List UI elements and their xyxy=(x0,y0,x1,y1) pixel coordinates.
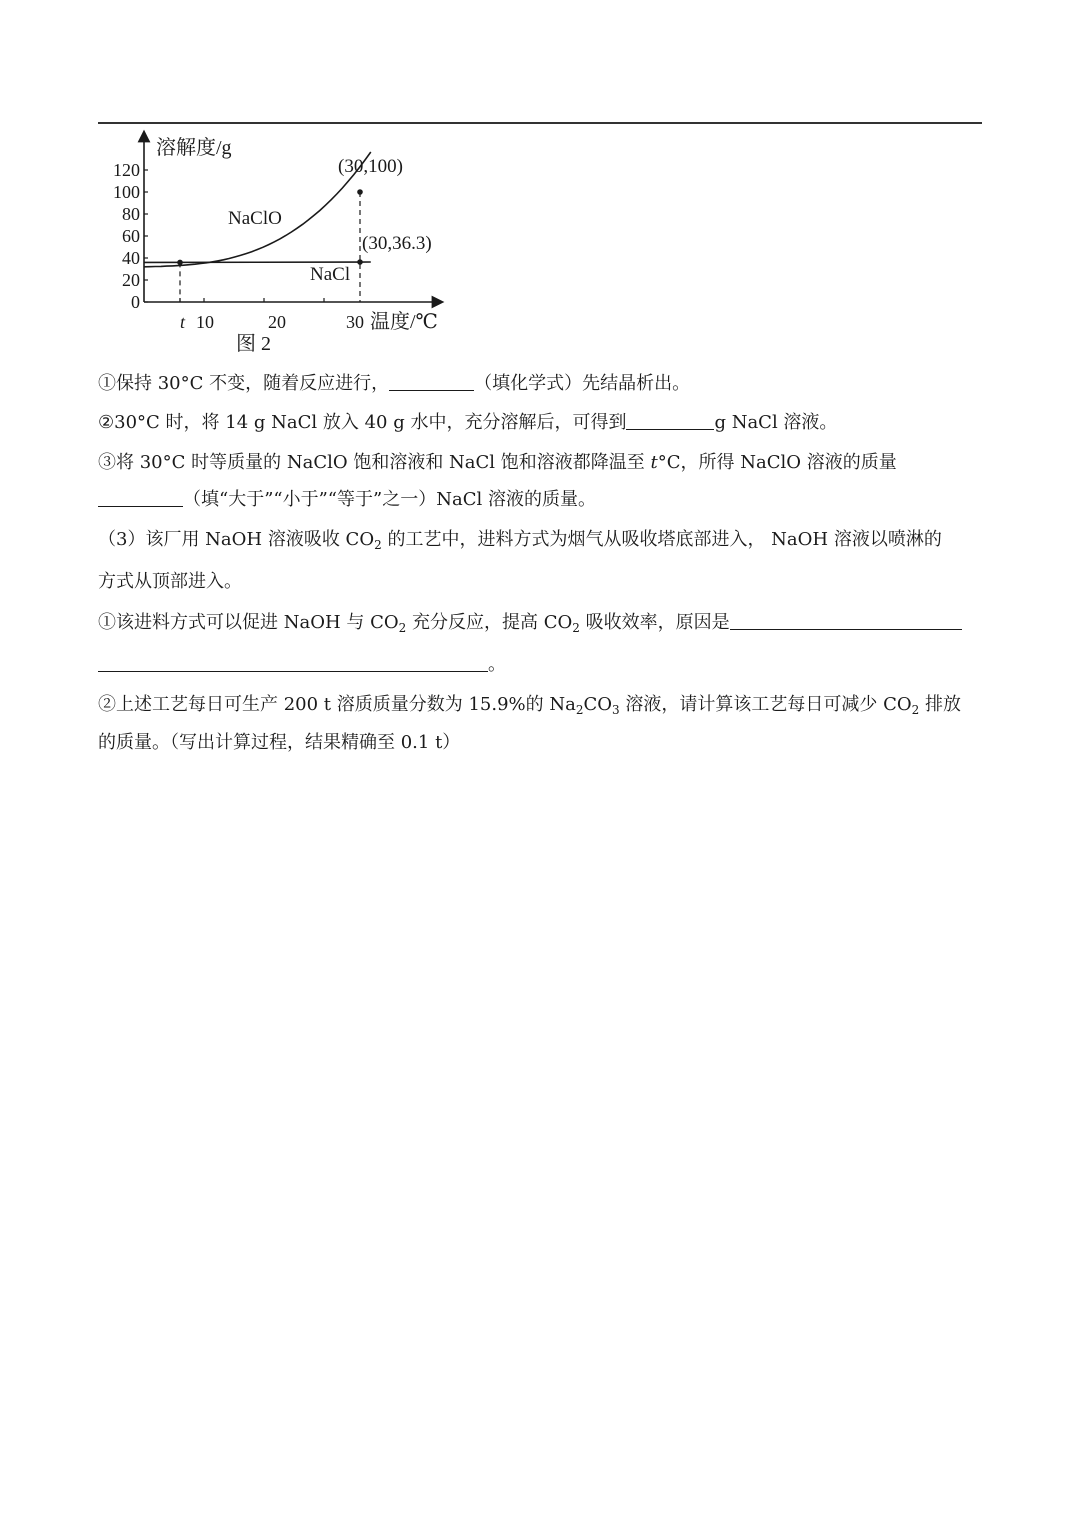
y-tick-label: 0 xyxy=(131,292,140,312)
solubility-chart xyxy=(98,128,458,360)
section-3-question-1 xyxy=(98,611,982,677)
series-label-naclo: NaClO xyxy=(228,208,282,229)
s3q1-answer-blank-2[interactable] xyxy=(98,653,488,672)
q3-t-variable: t xyxy=(650,452,658,473)
question-3 xyxy=(98,451,982,512)
q1-text-a: ①保持 30°C 不变，随着反应进行， xyxy=(98,373,390,394)
s3q1-text-c: 吸收效率，原因是 xyxy=(579,612,730,633)
x-axis-label: 温度/℃ xyxy=(370,311,438,333)
q1-answer-blank[interactable] xyxy=(389,372,474,391)
point-30-36-3 xyxy=(357,259,363,265)
figure-caption: 图 2 xyxy=(236,333,271,355)
q2-text-b: g NaCl 溶液。 xyxy=(714,412,838,433)
section-3-question-2 xyxy=(98,693,982,755)
x-tick-label: 30 xyxy=(346,312,364,332)
section-3 xyxy=(98,528,982,594)
top-rule xyxy=(98,122,982,124)
s3-sub: 2 xyxy=(374,538,382,552)
x-tick-label: 20 xyxy=(268,312,286,332)
series-label-nacl: NaCl xyxy=(310,264,351,285)
s3q2-text-c: 溶液，请计算该工艺每日可减少 CO xyxy=(619,694,912,715)
q1-text-b: （填化学式）先结晶析出。 xyxy=(474,373,691,394)
point-30-100 xyxy=(357,189,363,195)
s3q2-sub3: 2 xyxy=(911,703,920,717)
s3q1-answer-blank-1[interactable] xyxy=(730,611,962,630)
x-tick-label: t xyxy=(180,312,186,332)
y-axis-label: 溶解度/g xyxy=(156,137,232,159)
s3-text-b: 的工艺中，进料方式为烟气从吸收塔底部进入， NaOH 溶液以喷淋的 xyxy=(381,529,942,550)
q3-text-c: （填“大于”“小于”“等于”之一）NaCl 溶液的质量。 xyxy=(183,489,596,510)
s3q1-end: 。 xyxy=(488,654,506,675)
question-1 xyxy=(98,372,982,396)
y-tick-label: 40 xyxy=(122,248,140,268)
s3q2-sub1: 2 xyxy=(575,703,584,717)
y-tick-label: 120 xyxy=(113,160,140,180)
y-tick-label: 100 xyxy=(113,182,140,202)
s3q1-text-a: ①该进料方式可以促进 NaOH 与 CO xyxy=(98,612,399,633)
q3-line1 xyxy=(98,451,897,475)
s3q2-sub2: 3 xyxy=(612,703,620,717)
annotation-30-36-3: (30,36.3) xyxy=(362,233,432,254)
s3q2-text-d: 排放 xyxy=(919,694,962,715)
question-2 xyxy=(98,411,982,435)
x-tick-label: 10 xyxy=(196,312,214,332)
q2-answer-blank[interactable] xyxy=(626,411,714,430)
chart-ticks xyxy=(113,160,364,332)
q3-text-a: ③将 30°C 时等质量的 NaClO 饱和溶液和 NaCl 饱和溶液都降温至 xyxy=(98,452,651,473)
s3q1-text-b: 充分反应，提高 CO xyxy=(406,612,573,633)
s3q2-text-b: CO xyxy=(583,694,613,715)
s3-text-a: （3）该厂用 NaOH 溶液吸收 CO xyxy=(98,529,375,550)
s3-line2: 方式从顶部进入。 xyxy=(98,571,242,592)
annotation-30-100: (30,100) xyxy=(338,156,403,177)
s3q1-sub1: 2 xyxy=(398,621,407,635)
y-tick-label: 80 xyxy=(122,204,140,224)
y-tick-label: 20 xyxy=(122,270,140,290)
s3q2-line2: 的质量。（写出计算过程，结果精确至 0.1 t） xyxy=(98,732,461,753)
s3q1-sub2: 2 xyxy=(572,621,580,635)
q2-text-a: ②30°C 时，将 14 g NaCl 放入 40 g 水中，充分溶解后，可得到 xyxy=(98,412,627,433)
s3q2-text-a: ②上述工艺每日可生产 200 t 溶质质量分数为 15.9%的 Na xyxy=(98,694,576,715)
y-tick-label: 60 xyxy=(122,226,140,246)
q3-answer-blank[interactable] xyxy=(98,488,183,507)
intersection-point xyxy=(177,260,183,266)
q3-text-b: °C，所得 NaClO 溶液的质量 xyxy=(657,452,897,473)
